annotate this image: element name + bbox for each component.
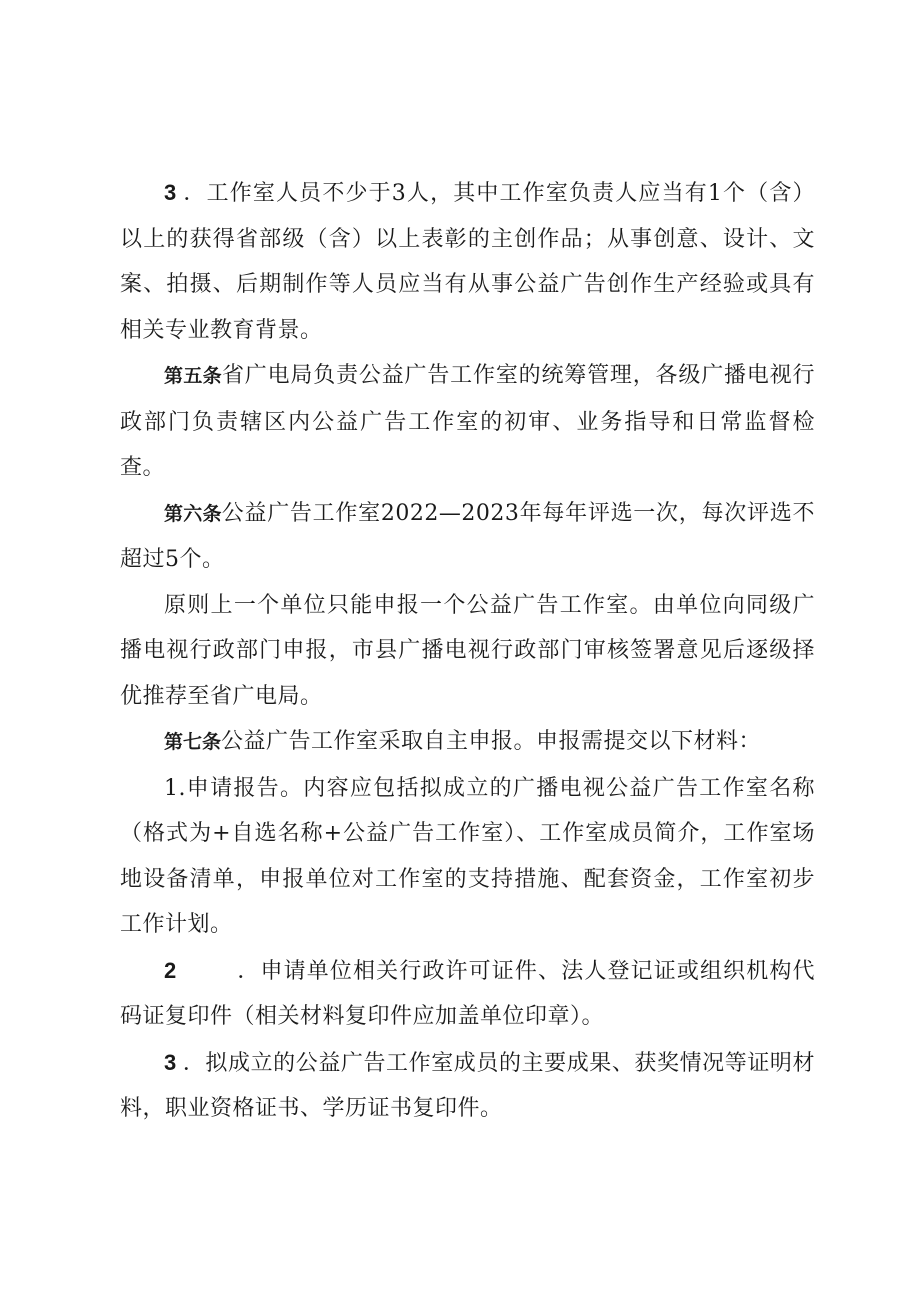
paragraph-text: 工作室人员不少于3人，其中工作室负责人应当有1个（含）以上的获得省部级（含）以上表彰的主创作品；从事创意、设计、文案、拍摄、后期制作等人员应当有从事公益广告创作生产经验或具有相关专业教育背景。 (120, 181, 815, 343)
item-number: 3 (164, 180, 177, 205)
paragraph-material-2 (120, 948, 815, 1040)
paragraph-text: 拟成立的公益广告工作室成员的主要成果、获奖情况等证明材料，职业资格证书、学历证书复印件。 (120, 1050, 815, 1121)
paragraph-text: 公益广告工作室采取自主申报。申报需提交以下材料： (221, 729, 762, 754)
item-separator: ． (182, 1050, 206, 1076)
paragraph-text: 申请单位相关行政许可证件、法人登记证或组织机构代码证复印件（相关材料复印件应加盖单位印章）。 (120, 958, 815, 1029)
paragraph-application-principle (120, 583, 815, 720)
item-number: 3 (164, 1049, 177, 1075)
paragraph-text: 1.申请报告。内容应包括拟成立的广播电视公益广告工作室名称（格式为+自选名称+公益广告工作室）、工作室成员简介，工作室场地设备清单，申报单位对工作室的支持措施、配套资金，工作室初步工作计划。 (120, 775, 815, 937)
item-separator: ． (182, 181, 207, 206)
paragraph-text: 公益广告工作室2022—2023年每年评选一次，每次评选不超过5个。 (120, 500, 815, 572)
paragraph-text: 省广电局负责公益广告工作室的统筹管理，各级广播电视行政部门负责辖区内公益广告工作室的初审、业务指导和日常监督检查。 (120, 363, 815, 480)
article-label: 第七条 (164, 731, 222, 753)
paragraph-article-6 (120, 491, 815, 583)
paragraph-text: 原则上一个单位只能申报一个公益广告工作室。由单位向同级广播电视行政部门申报，市县广播电视行政部门审核签署意见后逐级择优推荐至省广电局。 (120, 592, 815, 709)
paragraph-material-3 (120, 1040, 815, 1132)
paragraph-material-1 (120, 766, 815, 948)
article-label: 第五条 (164, 365, 222, 387)
paragraph-article-7 (120, 719, 815, 766)
paragraph-staff-requirement (120, 170, 815, 353)
item-number: 2 (164, 957, 177, 983)
article-label: 第六条 (164, 502, 222, 525)
item-separator: ． (236, 958, 261, 984)
document-body (120, 170, 815, 1132)
paragraph-article-5 (120, 353, 815, 491)
